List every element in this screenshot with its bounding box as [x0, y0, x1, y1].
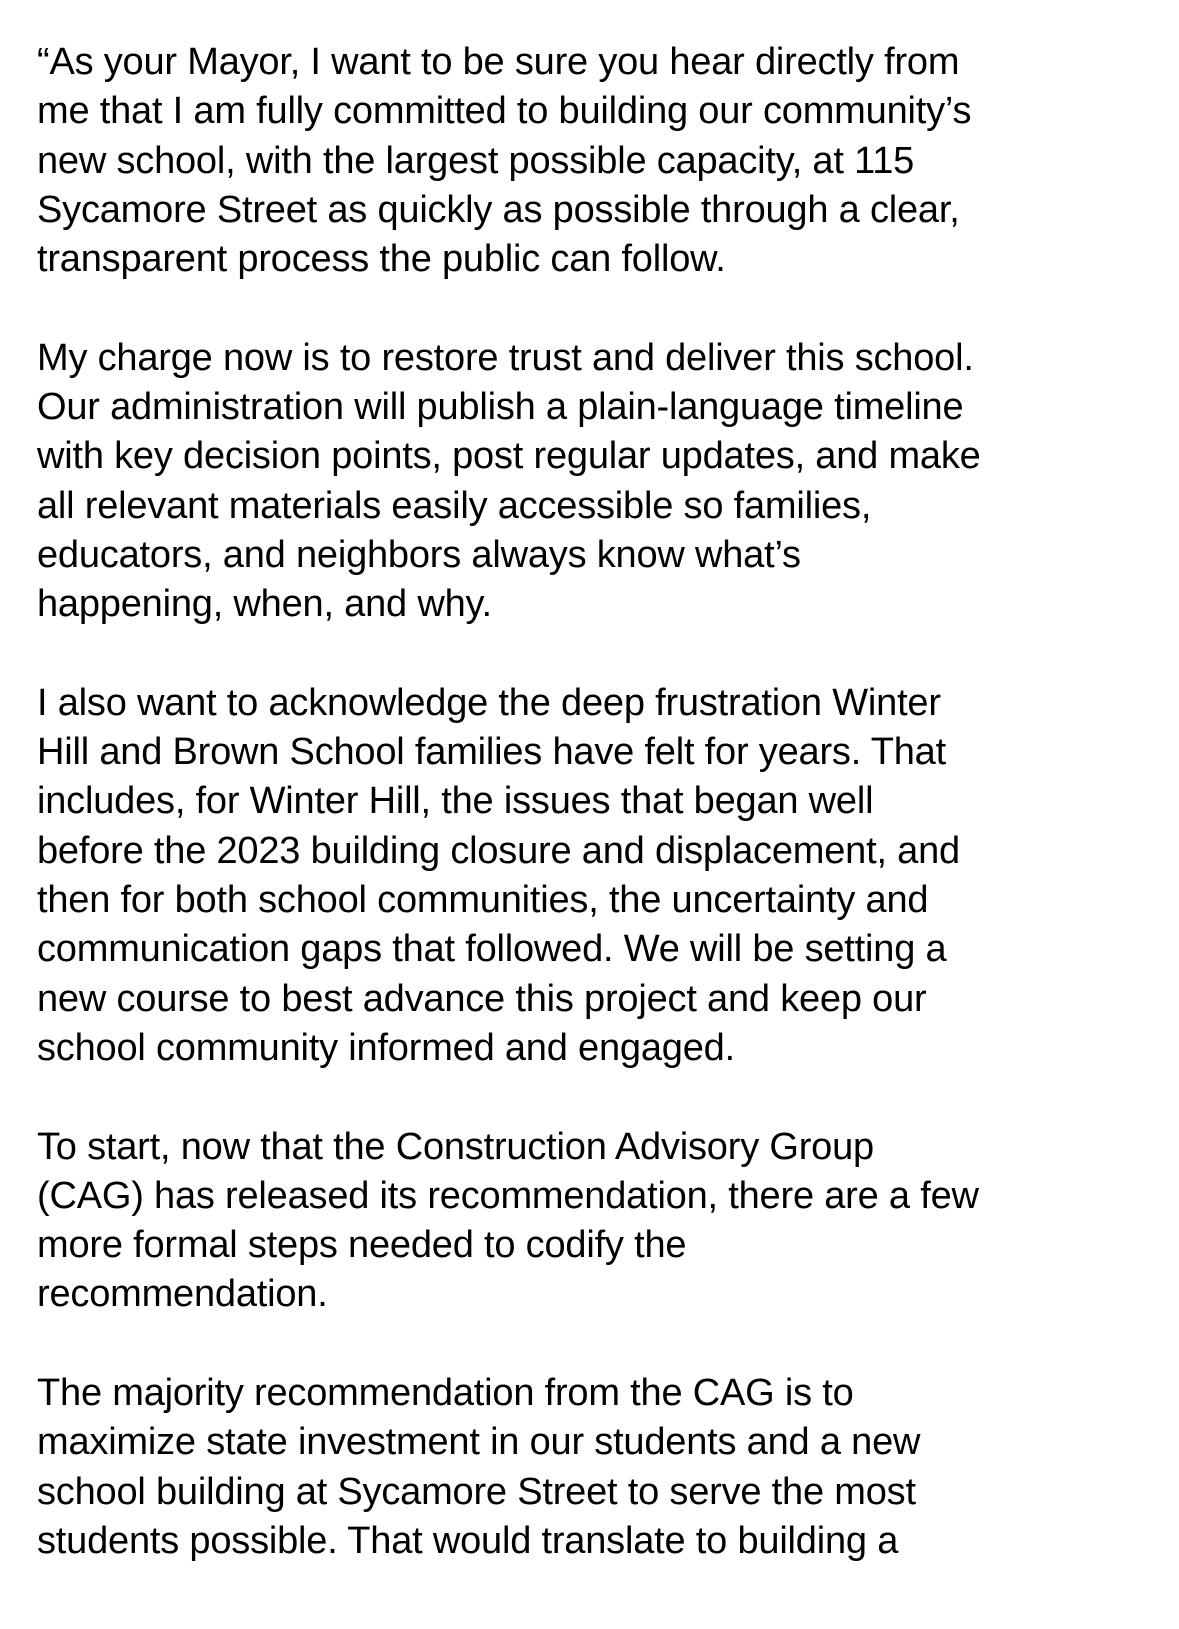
text-line: before the 2023 building closure and displacement, and: [37, 829, 960, 872]
text-line: students possible. That would translate to building a: [37, 1519, 899, 1562]
paragraph-majority-recommendation: [37, 1369, 1147, 1566]
text-line: (CAG) has released its recommendation, there are a few: [37, 1174, 979, 1217]
text-line: educators, and neighbors always know what’s: [37, 533, 801, 576]
text-line: transparent process the public can follow.: [37, 238, 726, 281]
text-line: communication gaps that followed. We will be setting a: [37, 928, 947, 971]
paragraph-restore-trust: [37, 334, 1147, 630]
statement-document: [37, 38, 1147, 1616]
text-line: me that I am fully committed to building our community’s: [37, 90, 972, 133]
paragraph-acknowledgement: [37, 679, 1147, 1073]
text-line: with key decision points, post regular updates, and make: [37, 435, 981, 478]
text-line: My charge now is to restore trust and deliver this school.: [37, 336, 974, 379]
text-line: more formal steps needed to codify the: [37, 1224, 687, 1267]
text-line: To start, now that the Construction Advisory Group: [37, 1125, 874, 1168]
paragraph-commitment: [37, 38, 1147, 284]
text-line: all relevant materials easily accessible so families,: [37, 484, 872, 527]
text-line: The majority recommendation from the CAG is to: [37, 1372, 854, 1415]
text-line: school building at Sycamore Street to serve the most: [37, 1470, 916, 1513]
text-line: recommendation.: [37, 1273, 328, 1316]
text-line: “As your Mayor, I want to be sure you hear directly from: [37, 41, 960, 83]
text-line: Our administration will publish a plain-language timeline: [37, 386, 964, 429]
text-line: school community informed and engaged.: [37, 1026, 735, 1069]
text-line: happening, when, and why.: [37, 583, 492, 626]
text-line: includes, for Winter Hill, the issues that began well: [37, 780, 874, 823]
text-line: new school, with the largest possible capacity, at 115: [37, 139, 915, 182]
text-line: I also want to acknowledge the deep frustration Winter: [37, 681, 941, 724]
text-line: Sycamore Street as quickly as possible through a clear,: [37, 188, 960, 231]
text-line: new course to best advance this project and keep our: [37, 977, 927, 1020]
text-line: maximize state investment in our students and a new: [37, 1421, 921, 1464]
text-line: Hill and Brown School families have felt for years. That: [37, 731, 946, 774]
text-line: then for both school communities, the uncertainty and: [37, 879, 929, 922]
paragraph-cag-steps: [37, 1123, 1147, 1320]
